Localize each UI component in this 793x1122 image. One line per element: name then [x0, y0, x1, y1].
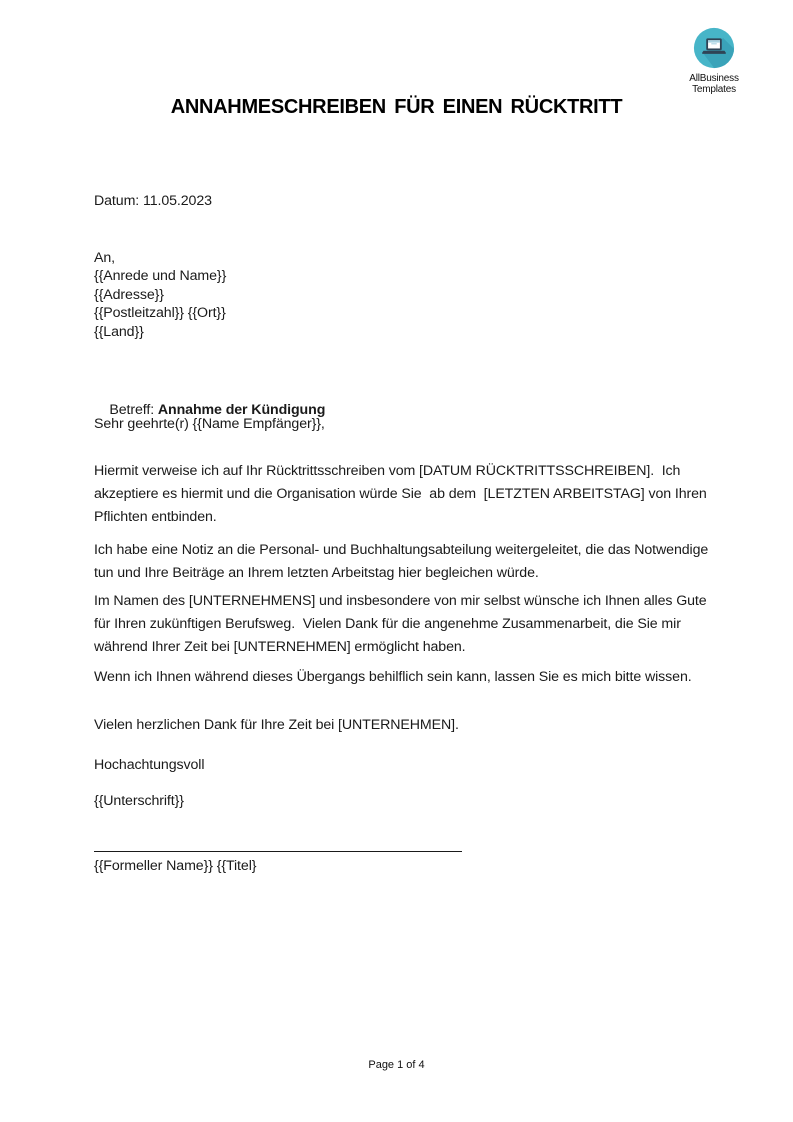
- recipient-address-block: [94, 249, 226, 341]
- body-paragraph: Hiermit verweise ich auf Ihr Rücktrittsschreiben vom [DATUM RÜCKTRITTSSCHREIBEN]. Ich akzeptiere es hiermit und die Organisation würde Sie ab dem [LETZTEN ARBEITSTAG] von Ihren Pflichten entbinden.: [94, 463, 711, 525]
- recipient-line: {{Anrede und Name}}: [94, 268, 227, 285]
- body-paragraph: Ich habe eine Notiz an die Personal- und Buchhaltungsabteilung weitergeleitet, die das Notwendige tun und Ihre Beiträge an Ihrem letzten Arbeitstag hier begleichen würde.: [94, 542, 713, 581]
- body-paragraph: Im Namen des [UNTERNEHMENS] und insbesondere von mir selbst wünsche ich Ihnen alles Gute für Ihren zukünftigen Berufsweg. Vielen Dank für die angenehme Zusammenarbeit, die Sie mir während Ihrer Zeit bei [UNTERNEHMEN] ermöglicht haben.: [94, 593, 711, 655]
- signature-placeholder: {{Unterschrift}}: [94, 793, 184, 809]
- allbusiness-logo: [668, 27, 760, 95]
- logo-brand-line2: Templates: [692, 83, 736, 95]
- signature-line-rule: [94, 851, 462, 852]
- recipient-line: {{Adresse}}: [94, 286, 164, 303]
- recipient-line: {{Postleitzahl}} {{Ort}}: [94, 305, 226, 322]
- salutation: Sehr geehrte(r) {{Name Empfänger}},: [94, 416, 325, 432]
- recipient-line: {{Land}}: [94, 323, 144, 340]
- subject-value: Annahme der Kündigung: [157, 402, 326, 418]
- letter-title: ANNAHMESCHREIBEN FÜR EINEN RÜCKTRITT: [170, 96, 623, 118]
- recipient-line: An,: [94, 250, 115, 266]
- body-paragraph: Wenn ich Ihnen während dieses Übergangs behilflich sein kann, lassen Sie es mich bitte wissen.: [94, 669, 692, 685]
- subject-label: Betreff:: [109, 402, 158, 418]
- formal-name-line: {{Formeller Name}} {{Titel}: [94, 858, 257, 874]
- date-line: Datum: 11.05.2023: [94, 193, 212, 209]
- page-number: Page 1 of 4: [368, 1059, 425, 1071]
- closing-line: Hochachtungsvoll: [94, 757, 205, 773]
- body-paragraph: Vielen herzlichen Dank für Ihre Zeit bei [UNTERNEHMEN].: [94, 717, 459, 733]
- logo-brand-line1: AllBusiness: [689, 73, 739, 84]
- laptop-icon: [693, 27, 735, 69]
